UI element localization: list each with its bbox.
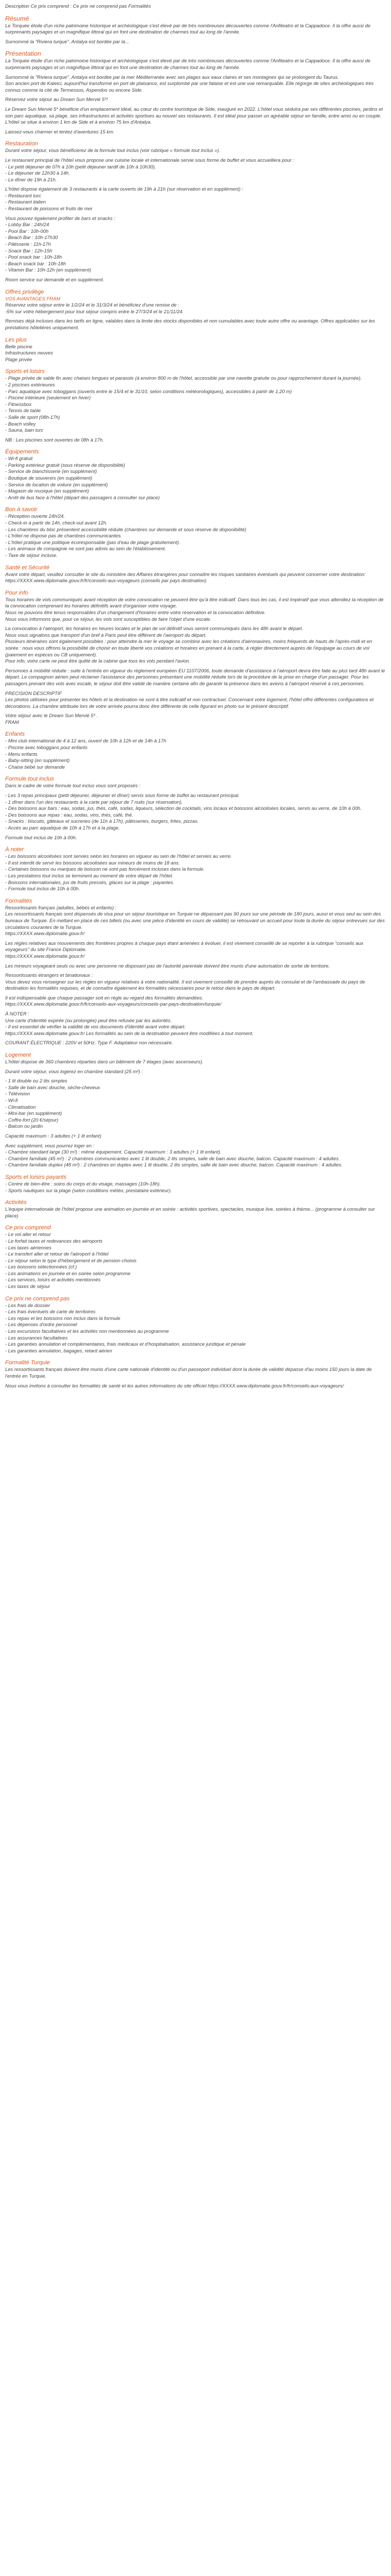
section-paragraph: Room service sur demande et en supplément. [5, 277, 104, 282]
section-paragraph: Ressortissants français (adultes, bébés et enfants) : Les ressortissants français sont dispensés de visa pour un séjour touristique en Turquie ne dépassant pas 90 jours sur une période de 180 jours, aussi et vous seul au sein des bureaux de Turquie. En mettant en place de ces billets (ou avec une pièce d'identité en cours de validité) se retrouvant un accueil pour toute la durée du séjour entrevues sur des circulations courantes de la Turquie. https://XXXX.www.diplomatie.gouv.fr/ [5, 904, 385, 937]
section-bon-a-savoir [5, 506, 386, 558]
section-paragraph: Réservez votre séjour entre le 1/2/24 et le 31/3/24 et bénéficiez d'une remise de : -5% sur votre hébergement pour tout séjour compris entre le 27/3/24 et le 21/11/24. [5, 302, 184, 314]
section-paragraph: L'hôtel dispose également de 3 restaurants à la carte ouverts de 19h à 21h (sur réservation et en supplément) : - Restaurant turc - Restaurant italien - Restaurant de poissons et fruits de mer [5, 186, 243, 212]
section-paragraph: Il est indispensable que chaque passager soit en règle au regard des formalités demandées. https://XXXX.www.diplomatie.gouv.fr/fr/conseils-aux-voyageurs/conseils-par-pays-destination/turquie/ [5, 994, 222, 1007]
section-paragraph: - Le vol aller et retour - Le forfait taxes et redevances des aéroports - Les taxes aériennes - Le transfert aller et retour de l'aéroport à l'hôtel - Le séjour selon le type d'hébergement et de pension choisis - Les boissons sélectionnées (cf.) - Les animations en journée et en soirée selon programme - Les services, loisirs et activités mentionnés - Les taxes de séjour [5, 1231, 137, 1290]
section-paragraph: Nous vous invitons à consulter les formalités de santé et les autres informations du site officiel https://XXXX.www.diplomatie.gouv.fr/fr/conseils-aux-voyageurs/ [5, 1382, 344, 1388]
section-ce-prix-comprend [5, 1224, 386, 1290]
section-paragraph: Avant votre départ, veuillez consulter le site du ministère des Affaires étrangères pour connaître les risques sanitaires éventuels qui peuvent concerner votre destination: https://XXXX.www.diplomatie.gouv.fr/fr/conseils-aux-voyageurs (conseils par pays destination) [5, 571, 366, 584]
section-paragraph: À NOTER : Une carte d'identité expirée (ou prolongée) peut être refusée par les autorités. - Il est essentiel de vérifier la validité de vos documents d'identité avant votre départ. https://XXXX.www.diplomatie.gouv.fr/ Les formalités au sein de la destination peuvent être modifiées à tout moment. [5, 1011, 254, 1036]
section-sante-et-securite [5, 564, 386, 584]
section-paragraph: - 1 lit double ou 2 lits simples - Salle de bain avec douche, sèche-cheveux - Télévision - Wi-fi - Climatisation - Mini-bar (en supplément) - Coffre-fort (20 €/séjour) - Balcon ou jardin [5, 1078, 100, 1129]
section-paragraph: Durant votre séjour, vous logerez en chambre standard (25 m²) : [5, 1068, 143, 1074]
section-paragraph: - Plage privée de sable fin avec chaises longues et parasols (à environ 800 m de l'hôtel, accessible par une navette gratuite ou pour rapprochement durant la journée). - 2 piscines extérieures - Parc aquatique avec toboggans (ouverts entre le 15/4 et le 31/10, selon conditions météorologiques), accessibles à partir de 1,20 m) - Piscine intérieure (seulement en hiver) - Fitnessbox - Tennis de table - Salle de sport (08h-17h) - Beach volley - Sauna, bain turc [5, 375, 362, 433]
section-paragraph: Les mineurs voyageant seuls ou avec une personne ne disposant pas de l'autorité parentale doivent être munis d'une autorisation de sortie de territoire. [5, 962, 330, 969]
section-heading: Sports et loisirs payants [5, 1174, 67, 1180]
section-a-noter [5, 846, 386, 892]
section-sports-et-loisirs-payants [5, 1174, 386, 1194]
section-paragraph: Le Dream Sun Mervié 5* bénéficie d'un emplacement idéal, au cœur du centre touristique de Side, inauguré en 2022. L'hôtel vous séduira par ses différentes piscines, jardins et son parc aquatique, sa plage, ses infrastructures et activités sportives au nouvel ses restaurants. Il est idéal pour passer un agréable séjour en famille, entre amis ou en couple. L'hôtel se situe à environ 1 km de Side et à environ 75 km d'Antalya. [5, 106, 383, 125]
section-heading: Bon à savoir [5, 506, 38, 513]
section-paragraph: - Wi-fi gratuit - Parking extérieur gratuit (sous réserve de disponibilité) - Service de blanchisserie (en supplément) - Boutique de souvenirs (en supplément) - Service de location de voiture (en supplément) - Magasin de musique (en supplément) - Arrêt de bus face à l'hôtel (départ des passagers à consulter sur place) [5, 455, 160, 500]
section-heading: Enfants [5, 731, 25, 738]
section-formalite-turquie [5, 1359, 386, 1389]
list-item: Plage privée [5, 356, 32, 362]
section-heading: Formule tout inclus [5, 776, 54, 783]
section-paragraph: La convocation à l'aéroport, les horaires en heures locales et le plan de vol définitif vous seront communiqués dans les 48h avant le départ. Nous vous signalons que transport d'un bref à Paris peut être différent de l'aéroport du départ. Plusieurs itinéraires sont également possibles : pour atteindre la mer le voyage se combine avec les créations d'aéronavires, moins fréquents de hauts de l'après-midi et en soirée : nous vous offrons la possibilité de choisir en toute liberté vos créations et horaires en prenant à la carte, à régler directement auprès de l'équipage au cours de vol (paiement en espèces ou CB uniquement). Pour info, votre carte ne peut être quitté de la cabine que tous les vols pendant l'avion. [5, 625, 372, 664]
section-heading: Activités [5, 1199, 27, 1206]
section-offres-privilege [5, 289, 386, 331]
section-heading: Sports et loisirs [5, 368, 45, 375]
section-heading: Santé et Sécurité [5, 564, 50, 571]
section-paragraph: Le restaurant principal de l'hôtel vous propose une cuisine locale et internationale servie sous forme de buffet et vous accueillera pour : - Le petit déjeuner de 07h à 10h (petit déjeuner tardif de 10h à 10h30). - Le déjeuner de 12h30 à 14h. - Le dîner de 19h à 21h. [5, 157, 295, 182]
section-activites [5, 1199, 386, 1219]
section-paragraph: - Les frais de dossier - Les frais éventuels de carte de territoires - Les repas et les boissons non inclus dans la formule - Les dépenses d'ordre personnel - Les excursions facultatives et les activités non mentionnées au programme - Les assurances facultatives - Les garanties annulation et complémentaires, frais médicaux et d'hospitalisation, assistance juridique et pénale - Les garanties annulation, bagages, retard aérien [5, 1302, 246, 1353]
section-pour-info [5, 589, 386, 726]
section-paragraph: Personnes à mobilité réduite : suite à l'entrée en vigueur du règlement européen EU 1107/2006, toute demande d'assistance à l'aéroport devra être faite au plus tard 48h avant le départ. Le compagnon aérien peut réclamer l'assistance des personnes présentant une mobilité réduite lors de la procédure de la prise en charge d'un passager. Pour les passagers prenant des vols avec escale, le séjour doit être validé de manière certaine afin de garantir la présence dans les avions à l'aéroport réservé à ces personnes. [5, 667, 385, 686]
section-paragraph: NB : Les piscines sont ouvertes de 08h à 17h. [5, 436, 104, 443]
section-heading: Ce prix ne comprend pas [5, 1295, 70, 1302]
section-heading: Formalités [5, 897, 32, 904]
section-heading: Équipements [5, 449, 39, 455]
section-list [5, 344, 386, 363]
intro-line: Description Ce prix comprend : Ce prix ne comprend pas Formalités [5, 3, 151, 9]
section-paragraph: Vous pouvez également profiter de bars et snacks : - Lobby Bar : 24h/24 - Pool Bar : 10h-00h - Beach Bar : 10h-17h30 - Pâtisserie : 11h-17h - Snack Bar : 12h-15h - Pool snack bar : 10h-18h - Beach snack bar : 10h-18h - Vitamin Bar : 10h-12h (en supplément) [5, 215, 116, 273]
section-resume [5, 15, 386, 45]
section-paragraph: Les ressortissants français doivent être munis d'une carte nationale d'identité ou d'un passeport individuel dont la durée de validité dépasse d'au moins 150 jours la date de l'entrée en Turquie. [5, 1366, 372, 1379]
section-presentation [5, 50, 386, 135]
section-subtitle: VOS AVANTAGES FRAM [5, 295, 60, 301]
section-logement [5, 1052, 386, 1168]
section-paragraph: Laissez-vous charmer et tentez d'aventures 15 km. [5, 128, 115, 134]
section-paragraph: Ressortissants étrangers et binationaux : Vous devez vous renseigner sur les règles en vigueur relatives à votre nationalité. Il est vivement conseillé de prendre auprès du consulat et de l'ambassade du pays de destination les formalités requises, et de connaître également les formalités nécessaires pour le retour dans le pays de départ. [5, 972, 365, 991]
section-heading: Résumé [5, 14, 29, 22]
section-heading: Logement [5, 1052, 31, 1059]
section-paragraph: - Les 3 repas principaux (petit déjeuner, déjeuner et dîner) servis sous forme de buffet au restaurant principal. - 1 dîner dans l'un des restaurants à la carte par séjour de 7 nuits (sur réservation). - Des boissons aux bars : eau, sodas, jus, thés, café, sodas, liqueurs, sélection de cocktails, vins locaux et boissons alcoolisées locales, servis au verre, de 10h à 00h. - Des boissons aux repas : eau, sodas, vins, thés, café, thé. - Snacks : biscuits, gâteaux et sucreries (de 11h à 17h), pâtisseries, burgers, frites, pizzas. - Accès au parc aquatique de 10h à 17h et à la plage. [5, 792, 362, 831]
section-paragraph: Les règles relatives aux mouvements des frontières propres à chaque pays étant amenées à évoluer, il est vivement conseillé de se reporter à la rubrique "conseils aux voyageurs" du site France Diplomatie. https://XXXX.www.diplomatie.gouv.fr/ [5, 940, 364, 959]
section-paragraph: Réservez votre séjour au Dream Sun Mervié 5*! [5, 96, 108, 103]
list-item: Belle piscine [5, 343, 32, 349]
section-paragraph: COURANT ÉLECTRIQUE : 220V et 50Hz. Type F. Adaptateur non nécessaire. [5, 1040, 173, 1046]
section-paragraph: Le Torquée étoile d'un riche patrimoine historique et archéologique s'est élevé par de très nombreuses découvertes comme l'Anfiteatro et la Cappadoce. Il la offre aussi de surprenants paysages et un magnifique littoral qui en font une destination de charmes tout au long de l'année. [5, 22, 371, 35]
section-formule-tout-inclus [5, 775, 386, 841]
section-paragraph: Durant votre séjour, vous bénéficierez de la formule tout inclus (voir rubrique « formule tout inclus »). [5, 147, 220, 154]
section-formalites [5, 897, 386, 1046]
section-les-plus [5, 336, 386, 363]
section-heading: Les plus [5, 336, 27, 343]
section-paragraph: Surnommé la "Riviera turque". Antalya est bordée par la mer Méditerranée avec ses plages aux eaux claires et ses montagnes qui se prolongent du Taurus. Son ancien port de Kaleici, aujourd'hui transformé en port de plaisance, est surplombé par une falaise et est une vue remarquable. Elle régorge de sites archéologiques très connus comme la cité de Termessos, Aspendos ou encore Side. [5, 74, 374, 93]
section-heading: Restauration [5, 141, 38, 147]
section-paragraph: Avec supplément, vous pourrez loger en : - Chambre standard large (30 m²) : même équipement. Capacité maximum : 3 adultes (+ 1 lit enfant). - Chambre familiale (45 m²) : 2 chambres communicantes avec 1 lit double, 2 lits simples, salle de bain avec douche, balcon. Capacité maximum : 4 adultes. - Chambre familiale duplex (48 m²) : 2 chambres en duplex avec 1 lit double, 2 lits simples, salle de bain avec douche, balcon. Capacité maximum : 4 adultes. [5, 1142, 343, 1168]
list-item: Infrastructures neuves [5, 350, 53, 356]
section-paragraph: - Les boissons alcoolisées sont servies selon les horaires en vigueur au sein de l'hôtel et servies au verre. - Il est interdit de servir les boissons alcoolisées aux mineurs de moins de 18 ans. - Certaines boissons ou marques de boisson ne sont pas forcément incluses dans la formule. - Les prestations tout inclus se terminent au moment de votre départ de l'hôtel. - Boissons internationales, jus de fruits pressés, glaces sur la plage : payantes. - Formule tout inclus de 10h à 00h. [5, 853, 232, 892]
section-paragraph: Formule tout inclus de 10h à 00h. [5, 834, 77, 840]
section-paragraph: Capacité maximum : 3 adultes (+ 1 lit enfant) [5, 1132, 102, 1139]
section-paragraph: L'hôtel dispose de 360 chambres réparties dans un bâtiment de 7 étages (avec ascenseurs). [5, 1059, 204, 1065]
section-paragraph: Remises déjà incluses dans les tarifs en ligne, valables dans la limite des stocks disponibles et non cumulables avec toute autre offre ou avantage. Offres applicables sur les prestations hôtelières uniquement. [5, 318, 376, 330]
section-enfants [5, 731, 386, 770]
section-paragraph: Votre séjour avec le Dream Sun Mervié 5* . FRAM [5, 713, 98, 725]
section-paragraph: PRECISION DESCRIPTIF Les photos utilisées pour présenter les hôtels et la destination ne sont à titre indicatif et non contractuel. Concernant votre logement, l'hôtel offre différentes configurations et décorations. La chambre attribuée lors de votre arrivée pourra donc être différente de celle figurant en photo sur le présent descriptif. [5, 690, 374, 709]
section-heading: Pour info [5, 589, 28, 596]
section-paragraph: - Mini club international de 4 à 12 ans, ouvert de 10h à 12h et de 14h à 17h - Piscine avec toboggans pour enfants - Menu enfants - Baby-sitting (en supplément) - Chaise bébé sur demande [5, 738, 167, 770]
section-paragraph: - Centre de bien-être : soins du corps et du visage, massages (10h-18h). - Sports nautiques sur la plage (selon conditions météo, prestataire extérieur). [5, 1180, 172, 1193]
section-ce-prix-ne-comprend-pas [5, 1295, 386, 1354]
section-sports-et-loisirs [5, 368, 386, 443]
sections-container [5, 15, 386, 1389]
section-heading: Présentation [5, 50, 41, 58]
section-paragraph: Tous horaires de vols communiqués avant réception de votre convocation ne peuvent être qu'à titre indicatif. Dans tous les cas, il est impératif que vous attendiez la réception de la convocation comprenant les horaires définitifs avant d'organiser votre voyage. Nous ne pouvons être tenus responsables d'un changement d'horaires entre votre réservation et la convocation définitive. Nous vous informons que, pour ce séjour, les vols sont susceptibles de faire l'objet d'une escale. [5, 596, 384, 622]
section-paragraph: L'équipe internationale de l'hôtel propose une animation en journée et en soirée : activités sportives, spectacles, musique live, soirées à thème... (programme à consulter sur place) [5, 1206, 375, 1218]
section-heading: Offres privilège [5, 289, 44, 295]
section-heading: Formalité Turquie [5, 1360, 50, 1366]
section-heading: Ce prix comprend [5, 1225, 51, 1231]
section-heading: À noter [5, 846, 24, 853]
section-paragraph: Dans le cadre de votre formule tout inclus vous sont proposés : [5, 783, 141, 789]
section-paragraph: - Réception ouverte 24h/24. - Check-in à partir de 14h, check-out avant 12h. - Les chambres du bloc présentent accessibilité réduite (chambres sur demande et sous réserve de disponibilité) - L'hôtel ne dispose pas de chambres communicantes. - L'hôtel pratique une politique écoresponsable (pas d'eau de plage gratuitement). - Les animaux de compagnie ne sont pas admis au sein de l'établissement. - Taxe de séjour incluse. [5, 513, 247, 558]
section-restauration [5, 140, 386, 283]
section-paragraph: La Torquée étoile d'un riche patrimoine historique et archéologique s'est élevé par de très nombreuses découvertes comme l'Anfiteatro et la Cappadoce. Il la offre aussi de surprenants paysages et un magnifique littoral qui en font une destination de charmes tout au long de l'année. [5, 58, 371, 70]
section-paragraph: Surnommé la "Riviera turque". Antalya est bordée par la... [5, 38, 129, 44]
section-equipements [5, 448, 386, 501]
